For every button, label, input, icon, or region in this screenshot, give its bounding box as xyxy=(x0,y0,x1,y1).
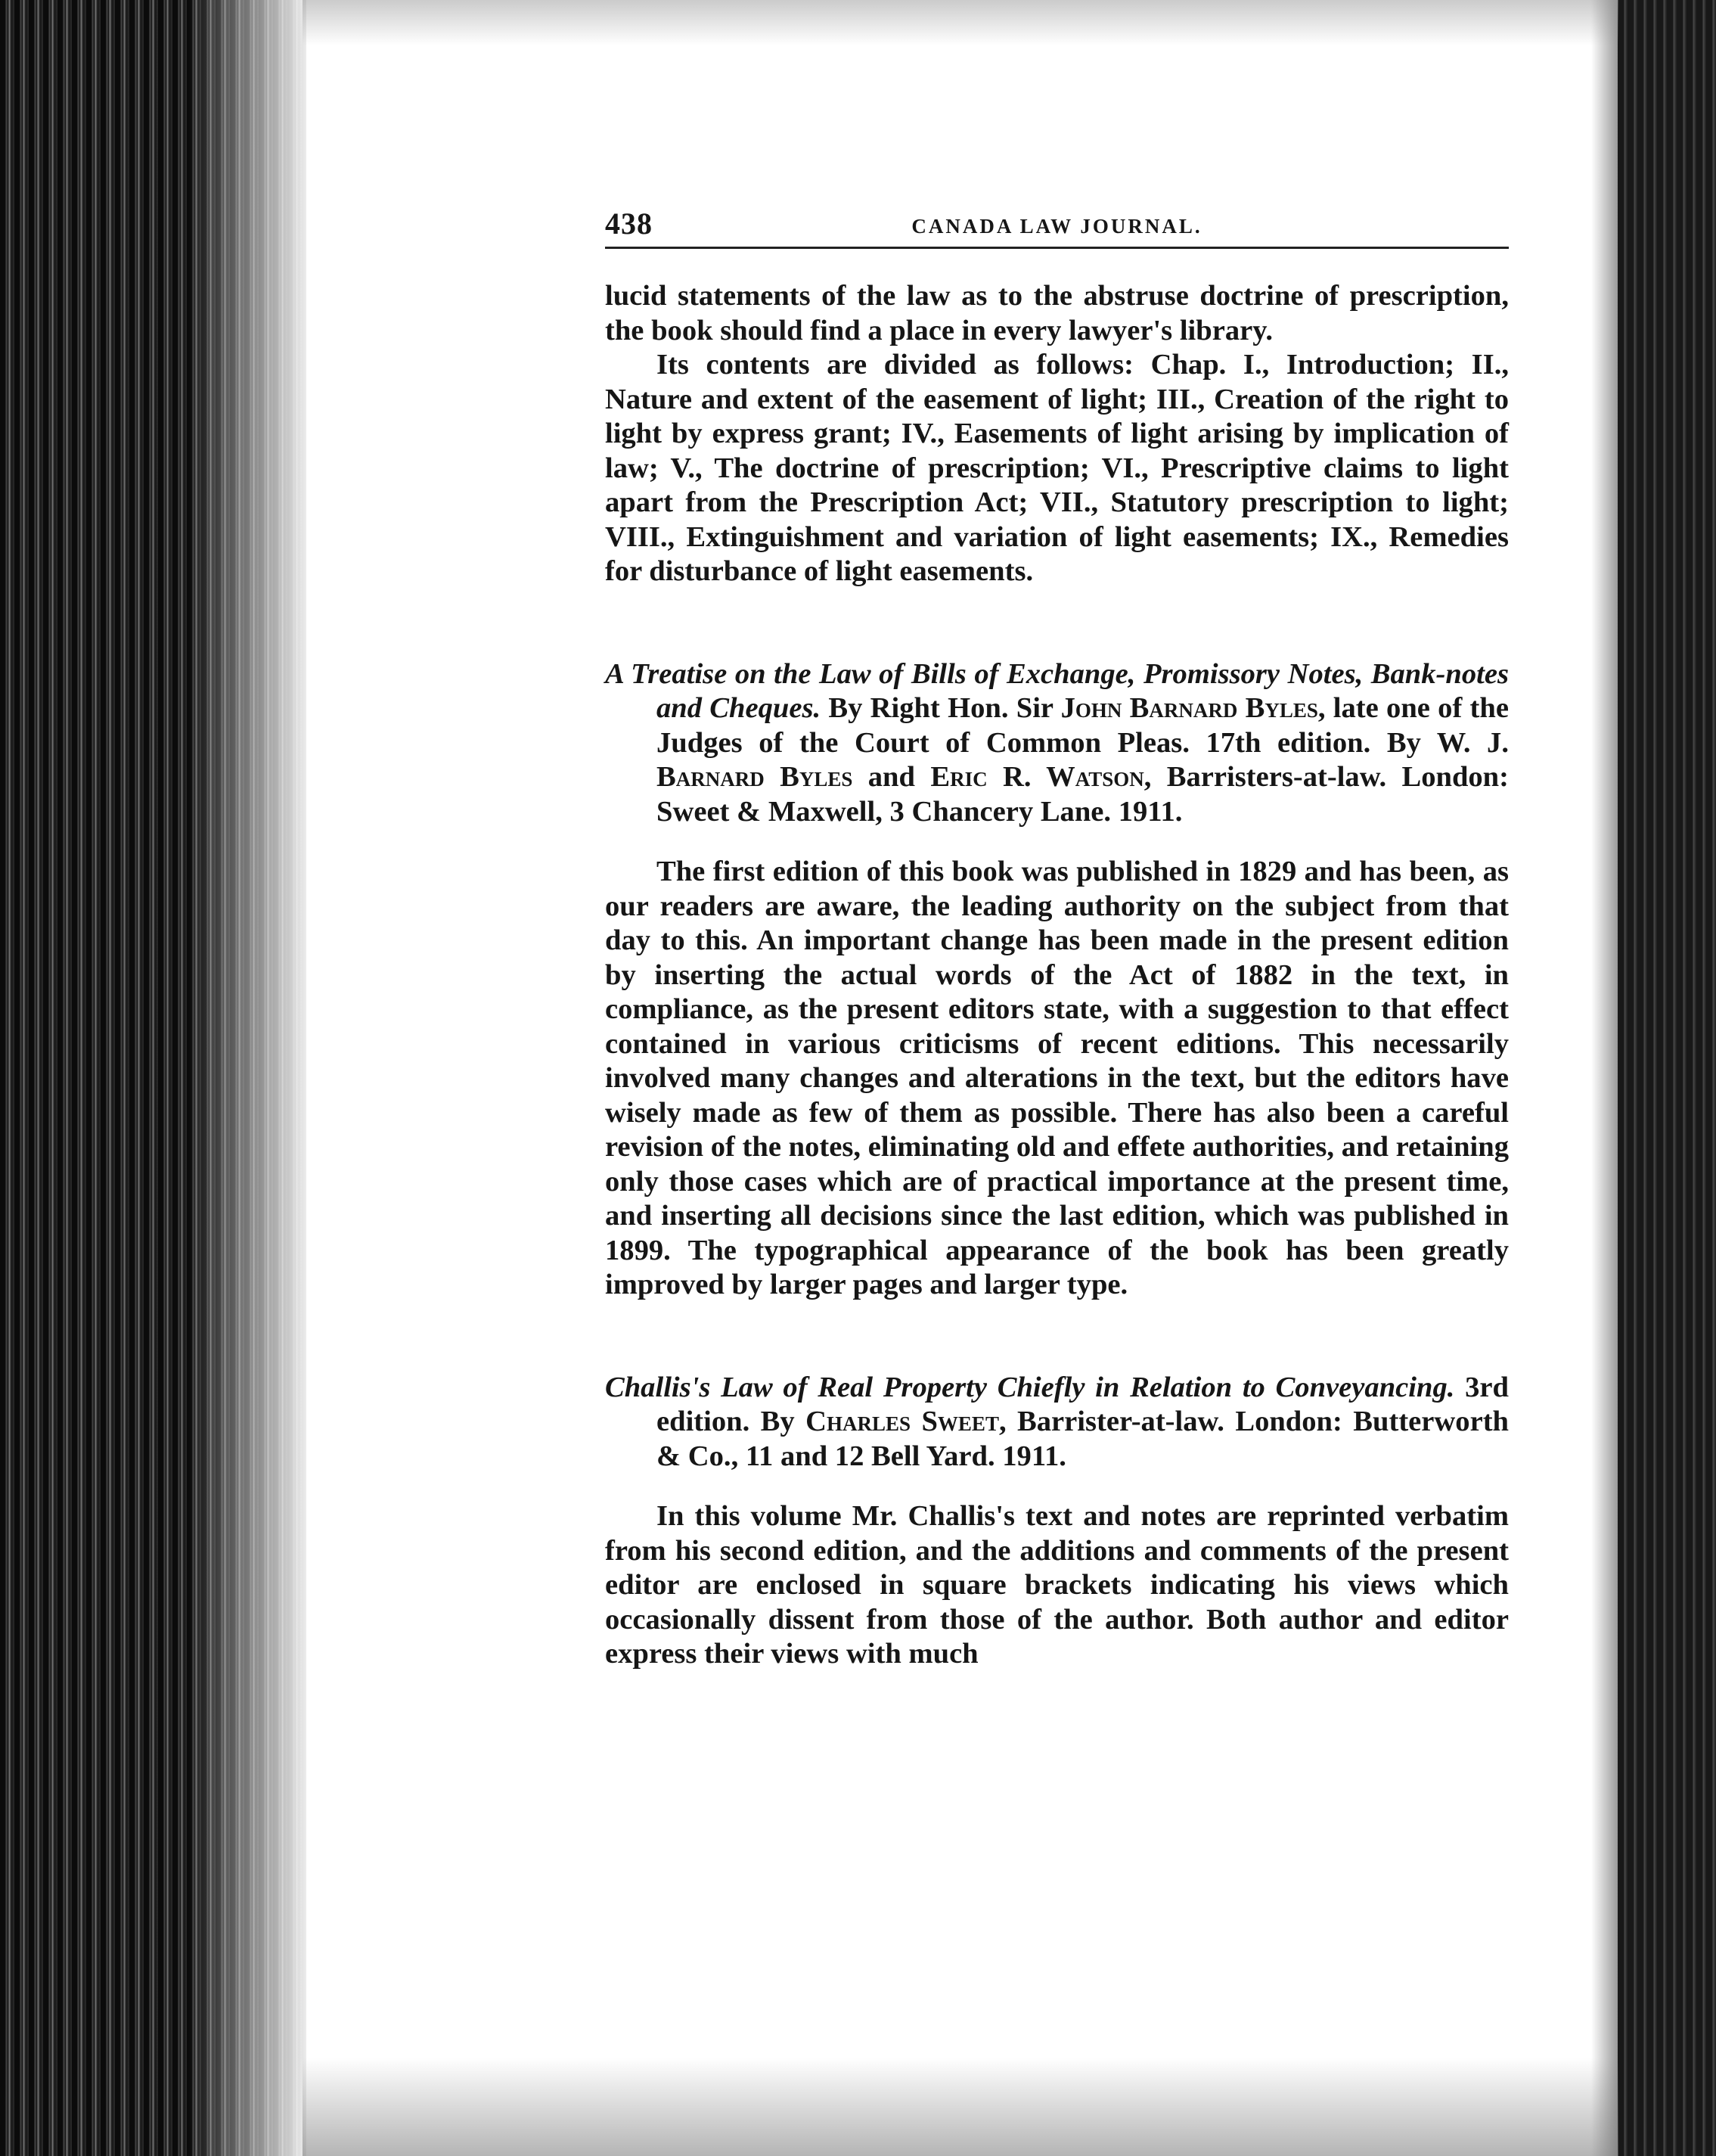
edition-text: 3rd edition. By xyxy=(656,1371,1510,1437)
paragraph-continuation: lucid statements of the law as to the abstruse doctrine of prescription, the book should find a place in every lawyer's library. xyxy=(605,280,1509,346)
book-title-challis: Challis's Law of Real Property Chiefly in Relation to Conveyancing. xyxy=(605,1371,1455,1403)
book-page xyxy=(605,204,1509,1672)
book-title-byles: A Treatise on the Law of Bills of Exchange, Promissory Notes, Bank-notes and Cheques. xyxy=(605,657,1509,724)
publisher-info: , Barristers-at-law. London: Sweet & Maxwell, 3 Chancery Lane. 1911. xyxy=(656,761,1509,828)
author-description: , late one of the Judges of the Court of Common Pleas. 17th edition. By W. J. xyxy=(656,692,1509,759)
review-heading-byles xyxy=(605,657,1509,830)
publisher-info: , Barrister-at-law. London: Butterworth & Co., 11 and 12 Bell Yard. 1911. xyxy=(656,1406,1509,1472)
editor-name: Barnard Byles xyxy=(656,761,853,793)
author-name: Charles Sweet xyxy=(805,1406,999,1437)
paragraph-contents: Its contents are divided as follows: Chap. I., Introduction; II., Nature and extent of the easement of light; III., Creation of the right to light by express grant; IV., Easements of light arising by implication of law; V., The doctrine of prescription; VI., Prescriptive claims to light apart from the Prescription Act; VII., Statutory prescription to light; VIII., Extinguishment and variation of light easements; IX., Remedies for disturbance of light easements. xyxy=(605,349,1509,587)
book-spine-left xyxy=(0,0,306,2156)
by-text: By Right Hon. Sir xyxy=(821,692,1061,724)
editor-name: Eric R. Watson xyxy=(930,761,1144,793)
and-text: and xyxy=(852,761,931,793)
review-text-challis: In this volume Mr. Challis's text and notes are reprinted verbatim from his second edition, and the additions and comments of the present editor are enclosed in square brackets indicating his views which occasionally dissent from those of the author. Both author and editor express their views with much xyxy=(605,1500,1509,1670)
author-name: John Barnard Byles xyxy=(1060,692,1318,724)
review-text-byles: The first edition of this book was published in 1829 and has been, as our readers are aware, the leading authority on the subject from that day to this. An important change has been made in the present edition by inserting the actual words of the Act of 1882 in the text, in compliance, as the present editors state, with a suggestion to that effect contained in various criticisms of recent editions. This necessarily involved many changes and alterations in the text, but the editors have wisely made as few of them as possible. There has also been a careful revision of the notes, eliminating old and effete authorities, and retaining only those cases which are of practical importance at the present time, and inserting all decisions since the last edition, which was published in 1899. The typographical appearance of the book has been greatly improved by larger pages and larger type. xyxy=(605,856,1509,1300)
page-number: 438 xyxy=(605,207,653,241)
running-head xyxy=(605,204,1509,249)
scan-shadow-top xyxy=(303,0,1618,45)
review-heading-challis xyxy=(605,1371,1509,1474)
scan-shadow-bottom xyxy=(303,2058,1618,2156)
journal-title: CANADA LAW JOURNAL. xyxy=(911,215,1202,238)
book-edge-right xyxy=(1618,0,1716,2156)
